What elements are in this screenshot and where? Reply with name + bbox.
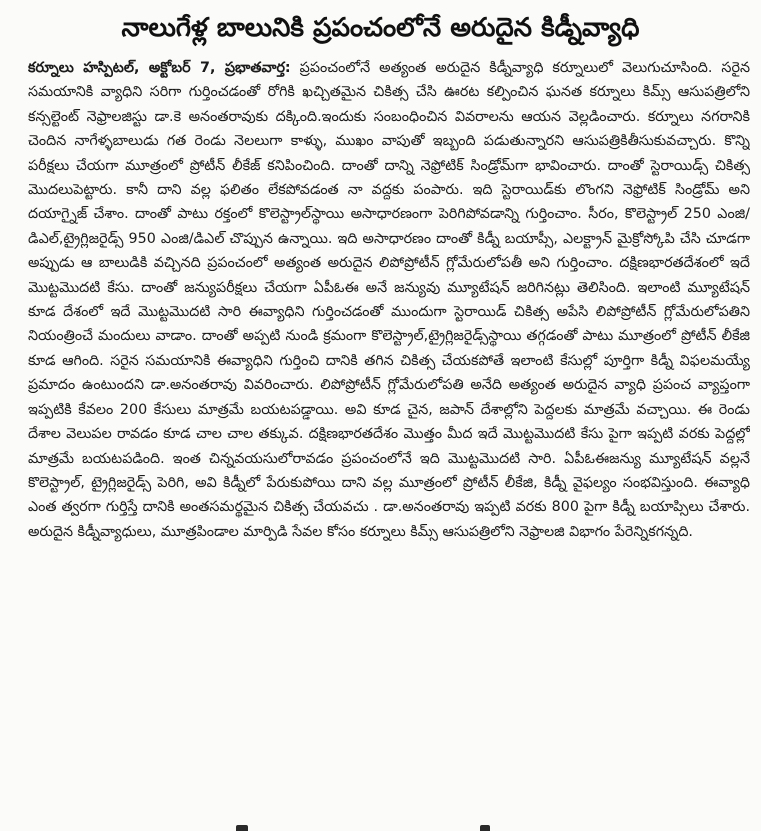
cropped-glyph-fragment bbox=[236, 825, 248, 831]
headline: నాలుగేళ్ల బాలునికి ప్రపంచంలోనే అరుదైన కిడ్నీవ్యాధి bbox=[121, 13, 640, 43]
article-body bbox=[28, 56, 750, 818]
article-paragraph bbox=[28, 56, 750, 544]
next-article-cropped-fragment bbox=[0, 822, 761, 831]
cropped-glyph-fragment bbox=[480, 825, 490, 831]
article-text: ప్రపంచంలోనే అత్యంత అరుదైన కిడ్నీవ్యాధి కర్నూలులో వెలుగుచూసింది. సరైన సమయానికి వ్యాధిని సరిగా గుర్తించడంతో రోగికి ఖచ్చితమైన చికిత్స చేసి ఊరట కల్పించిన ఘనత కర్నూలు కిమ్స్ ఆసుపత్రిలోని కన్సల్టెంట్ నెఫ్రాలజిస్టు డా.కె అనంతరావుకు దక్కింది.ఇందుకు సంబంధించిన వివరాలను ఆయన వెల్లడించారు. కర్నూలు నగరానికి చెందిన నాగేళ్ళబాలుడు గత రెండు నెలలుగా కాళ్ళు, ముఖం వాపుతో ఇబ్బంది పడుతున్నారని ఆసుపత్రికితీసుకువచ్చారు. కొన్ని పరీక్షలు చేయగా మూత్రంలో ప్రోటీన్ లీకేజ్ కనిపించింది. దాంతో దాన్ని నెఫ్రోటిక్ సిండ్రోమ్‌గా భావించారు. దాంతో స్టెరాయిడ్స్ చికిత్స మొదలుపెట్టారు. కానీ దాని వల్ల ఫలితం లేకపోవడంత నా వద్దకు పంపారు. ఇది స్టెరాయిడ్‌కు లొంగని నెఫ్రోటిక్ సిండ్రోమ్ అని దయాగ్నైజ్ చేశాం. దాంతో పాటు రక్తంలో కొలెస్ట్రాల్‌స్థాయి అసాధారణంగా పెరిగిపోవడాన్ని గుర్తించాం. సీరం, కొలెస్ట్రాల్ 250 ఎంజి/డిఎల్,ట్రైగ్లిజరైడ్స్ 950 ఎంజి/డిఎల్ చొప్పున ఉన్నాయి. ఇది అసాధారణం దాంతో కిడ్నీ బయాప్సీ, ఎలక్ట్రాన్ మైక్రోస్కోపి చేసి చూడగా అప్పుడు ఆ బాలుడికి వచ్చినది ప్రపంచంలో అత్యంత అరుదైన లిపోప్రోటీన్ గ్లోమేరులోపతీ అని గుర్తించాం. దక్షిణభారతదేశంలో ఇదే మొట్టమొదటి కేసు. దాంతో జన్యుపరీక్షలు చేయగా ఏపీఓఈ అనే జన్యువు మ్యూటేషన్ జరిగినట్లు తెలిసింది. ఇలాంటి మ్యూటేషన్ కూడ దేశంలో ఇదే మొట్టమొదటి సారి ఈవ్యాధిని గుర్తించడంతో ముందుగా స్టెరాయిడ్ చికిత్స అపేసి లిపోప్రోటీన్ గ్లోమేరులోపతిని నియంత్రించే మందులు వాడాం. దాంతో అప్పటి నుండి క్రమంగా కొలెస్ట్రాల్,ట్రైగ్లిజరైడ్స్‌స్థాయి తగ్గడంతో పాటు మూత్రంలో ప్రోటీన్ లీకేజి కూడ ఆగింది. సరైన సమయానికి ఈవ్యాధిని గుర్తించి దానికి తగిన చికిత్స చేయకపోతే ఇలాంటి కేసుల్లో పూర్తిగా కిడ్నీ విఫలమయ్యే ప్రమాదం ఉంటుందని డా.అనంతరావు వివరించారు. లిపోప్రోటీన్ గ్లోమేరులోపతి అనేది అత్యంత అరుదైన వ్యాధి ప్రపంచ వ్యాప్తంగా ఇప్పటికి కేవలం 200 కేసులు మాత్రమే బయటపడ్డాయి. అవి కూడ చైన, జపాన్ దేశాల్లోని పెద్దలకు మాత్రమే వచ్చాయి. ఈ రెండు దేశాల వెలుపల రావడం కూడ చాల చాల తక్కువ. దక్షిణభారతదేశం మొత్తం మీద ఇదే మొట్టమొదటి కేసు పైగా ఇప్పటి వరకు పెద్దల్లో మాత్రమే బయటపడింది. ఇంత చిన్నవయసులోరావడం ప్రపంచంలోనే ఇది మొట్టమొదటి సారి. ఏపీఓఈజన్యు మ్యూటేషన్ వల్లనే కొలెస్ట్రాల్, ట్రైగ్లిజరైడ్స్ పెరిగి, అవి కిడ్నీలో పేరుకుపోయి దాని వల్ల మూత్రంలో ప్రోటీన్ లీకేజి, కిడ్నీ వైఫల్యం సంభవిస్తుంది. ఈవ్యాధి ఎంత త్వరగా గుర్తిస్తే దానికి అంతసమర్థమైన చికిత్స చేయవచు . డా.అనంతరావు ఇప్పటి వరకు 800 పైగా కిడ్నీ బయాప్సిలు చేశారు. అరుదైన కిడ్నీవ్యాధులు, మూత్రపిండాల మార్పిడి సేవల కోసం కర్నూలు కిమ్స్ ఆసుపత్రిలోని నెఫ్రాలజి విభాగం పేరెన్నికగన్నది. bbox=[28, 60, 750, 540]
dateline: కర్నూలు హస్పిటల్, అక్టోబర్ 7, ప్రభాతవార్త: bbox=[28, 60, 291, 76]
